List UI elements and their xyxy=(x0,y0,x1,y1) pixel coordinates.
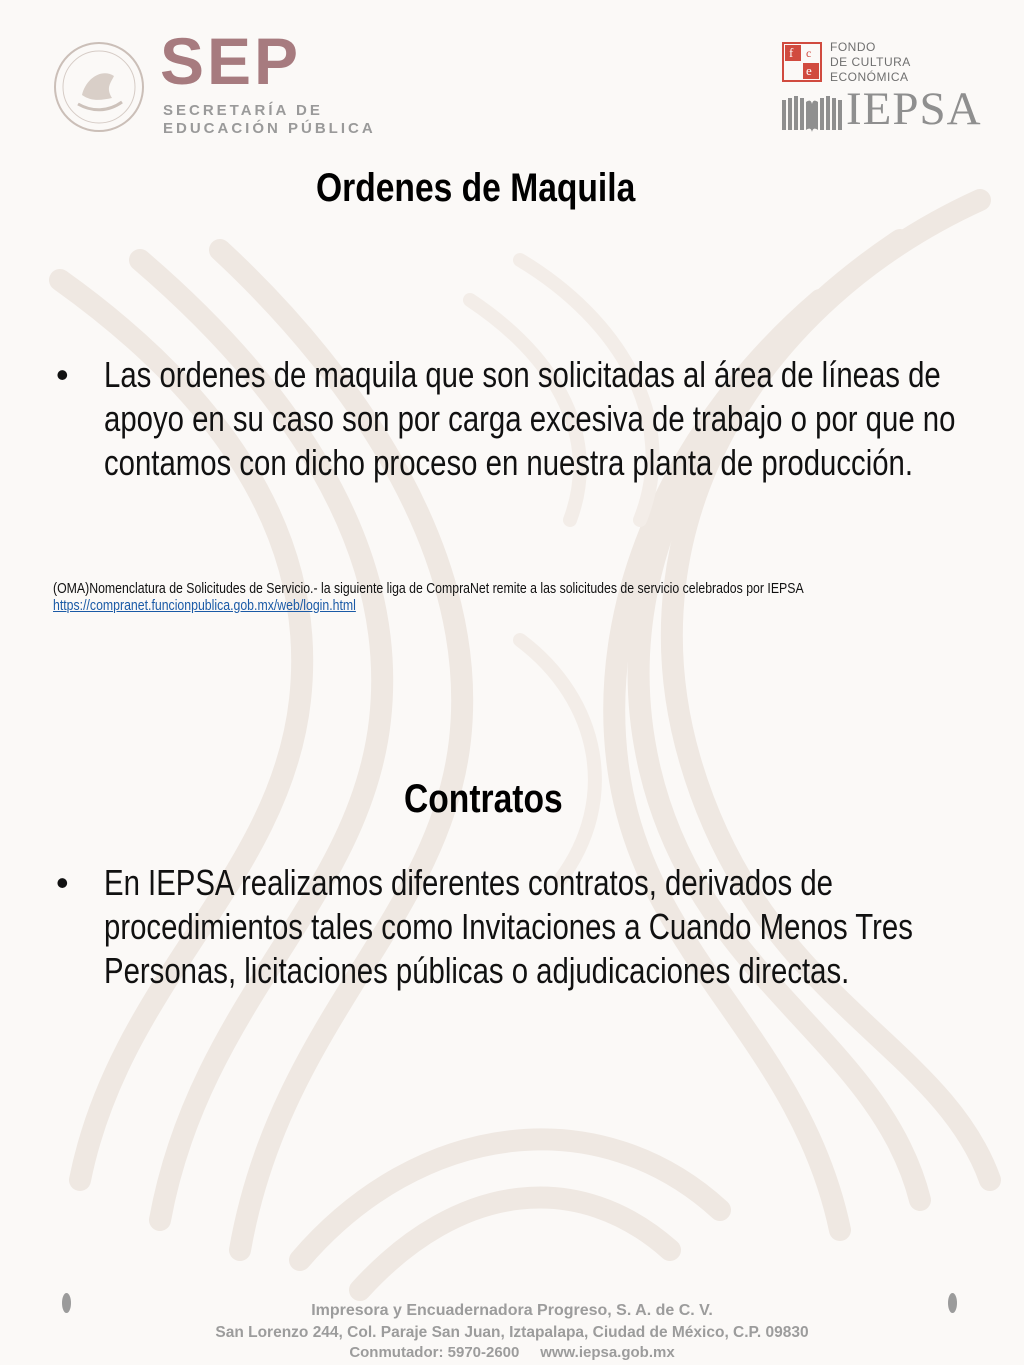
oma-note-text: (OMA)Nomenclatura de Solicitudes de Servicio.- la siguiente liga de CompraNet remite a las solicitudes de servicio celebrados por IEPSA xyxy=(53,580,804,597)
footer-company-name: Impresora y Encuadernadora Progreso, S. A. de C. V. xyxy=(311,1302,713,1319)
oma-note xyxy=(53,580,939,614)
fce-text-line1: FONDO xyxy=(830,40,876,54)
bullet-item-contratos xyxy=(56,861,1006,993)
bullet-icon: • xyxy=(56,354,69,395)
footer-contact: Conmutador: 5970-2600 www.iepsa.gob.mx xyxy=(349,1344,675,1361)
open-book-icon xyxy=(780,92,844,134)
bullet-icon: • xyxy=(56,862,69,903)
sep-logo: SEP xyxy=(160,24,302,98)
fce-logo-icon xyxy=(782,42,822,82)
iepsa-logo: IEPSA xyxy=(846,83,982,135)
svg-text:e: e xyxy=(806,63,812,78)
fce-text-line2: DE CULTURA xyxy=(830,55,911,69)
section-title-maquila: Ordenes de Maquila xyxy=(316,166,636,210)
footer-address: San Lorenzo 244, Col. Paraje San Juan, Iztapalapa, Ciudad de México, C.P. 09830 xyxy=(215,1324,809,1341)
svg-text:c: c xyxy=(806,46,812,60)
bullet-text-contratos: En IEPSA realizamos diferentes contratos, derivados de procedimientos tales como Invitaciones a Cuando Menos Tres Personas, licitaciones públicas o adjudicaciones directas. xyxy=(104,862,913,991)
bullet-text-maquila: Las ordenes de maquila que son solicitadas al área de líneas de apoyo en su caso son por carga excesiva de trabajo o por que no contamos con dicho proceso en nuestra planta de producción. xyxy=(104,354,956,483)
sep-subtitle-line1: SECRETARÍA DE xyxy=(163,102,323,119)
sep-subtitle-line2: EDUCACIÓN PÚBLICA xyxy=(163,120,376,137)
compranet-link[interactable]: https://compranet.funcionpublica.gob.mx/web/login.html xyxy=(53,597,356,614)
mexico-seal-icon xyxy=(52,40,146,134)
svg-text:f: f xyxy=(789,45,794,60)
bullet-item-maquila xyxy=(56,353,1006,485)
fce-text-line3: ECONÓMICA xyxy=(830,70,909,84)
section-title-contratos: Contratos xyxy=(404,777,563,821)
